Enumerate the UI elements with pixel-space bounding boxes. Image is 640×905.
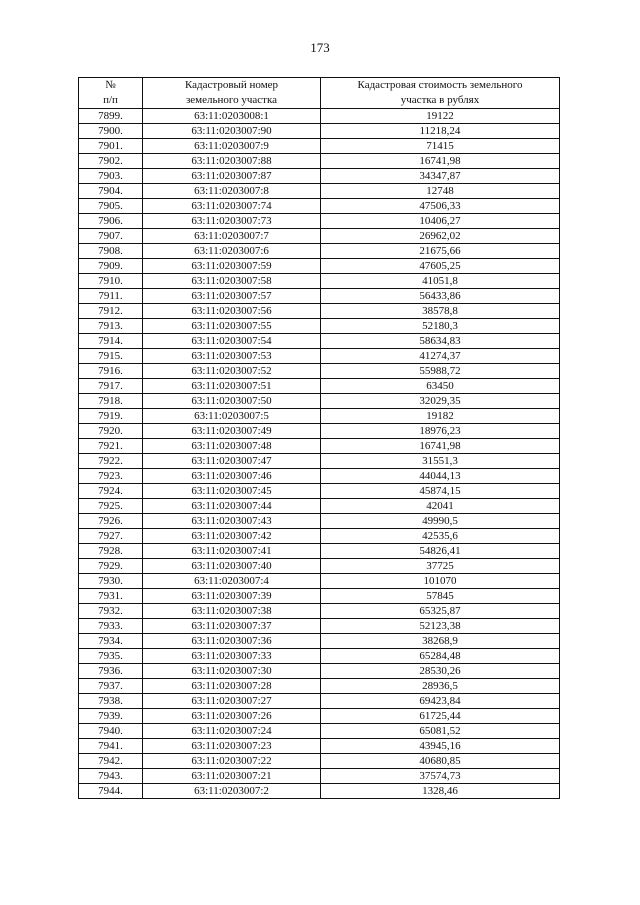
cell-cadastral-number: 63:11:0203007:30 (143, 664, 321, 679)
table-row (79, 754, 560, 769)
cell-cadastral-value: 16741,98 (321, 154, 560, 169)
cell-cadastral-number: 63:11:0203007:45 (143, 484, 321, 499)
cell-index: 7930. (79, 574, 143, 589)
cell-index: 7924. (79, 484, 143, 499)
table-row (79, 394, 560, 409)
cell-cadastral-number: 63:11:0203007:42 (143, 529, 321, 544)
cell-cadastral-value: 65325,87 (321, 604, 560, 619)
cell-cadastral-number: 63:11:0203007:22 (143, 754, 321, 769)
table-row (79, 574, 560, 589)
cell-cadastral-value: 28530,26 (321, 664, 560, 679)
cell-cadastral-value: 71415 (321, 139, 560, 154)
table-row (79, 589, 560, 604)
table-row (79, 784, 560, 799)
cell-cadastral-value: 57845 (321, 589, 560, 604)
cell-cadastral-value: 28936,5 (321, 679, 560, 694)
cell-cadastral-number: 63:11:0203007:56 (143, 304, 321, 319)
cell-index: 7917. (79, 379, 143, 394)
cell-cadastral-value: 34347,87 (321, 169, 560, 184)
cell-cadastral-number: 63:11:0203007:40 (143, 559, 321, 574)
cell-cadastral-value: 18976,23 (321, 424, 560, 439)
cell-index: 7931. (79, 589, 143, 604)
table-body (79, 109, 560, 799)
cell-cadastral-number: 63:11:0203007:37 (143, 619, 321, 634)
cell-cadastral-number: 63:11:0203007:9 (143, 139, 321, 154)
table-row (79, 664, 560, 679)
cell-index: 7908. (79, 244, 143, 259)
header-index (79, 78, 143, 109)
cell-cadastral-value: 31551,3 (321, 454, 560, 469)
cell-cadastral-value: 41274,37 (321, 349, 560, 364)
cell-cadastral-value: 41051,8 (321, 274, 560, 289)
table-row (79, 679, 560, 694)
table-row (79, 349, 560, 364)
table-row (79, 439, 560, 454)
cell-cadastral-number: 63:11:0203007:55 (143, 319, 321, 334)
cell-index: 7936. (79, 664, 143, 679)
table-row (79, 124, 560, 139)
cell-index: 7907. (79, 229, 143, 244)
cell-cadastral-number: 63:11:0203007:88 (143, 154, 321, 169)
cell-index: 7941. (79, 739, 143, 754)
cell-index: 7912. (79, 304, 143, 319)
cell-index: 7903. (79, 169, 143, 184)
cell-index: 7942. (79, 754, 143, 769)
table-row (79, 334, 560, 349)
cell-index: 7913. (79, 319, 143, 334)
table-row (79, 139, 560, 154)
table-row (79, 424, 560, 439)
cell-cadastral-number: 63:11:0203007:39 (143, 589, 321, 604)
table-row (79, 649, 560, 664)
table-row (79, 514, 560, 529)
cell-cadastral-value: 54826,41 (321, 544, 560, 559)
cell-cadastral-number: 63:11:0203007:43 (143, 514, 321, 529)
cell-cadastral-number: 63:11:0203007:59 (143, 259, 321, 274)
cell-cadastral-value: 11218,24 (321, 124, 560, 139)
cell-cadastral-value: 65284,48 (321, 649, 560, 664)
cell-cadastral-number: 63:11:0203007:26 (143, 709, 321, 724)
cell-cadastral-value: 44044,13 (321, 469, 560, 484)
cell-cadastral-value: 38268,9 (321, 634, 560, 649)
header-cadastral-value-line-2: участка в рублях (400, 94, 480, 106)
cell-index: 7920. (79, 424, 143, 439)
cell-index: 7918. (79, 394, 143, 409)
cell-index: 7916. (79, 364, 143, 379)
cell-cadastral-value: 49990,5 (321, 514, 560, 529)
cell-cadastral-value: 21675,66 (321, 244, 560, 259)
cell-cadastral-value: 16741,98 (321, 439, 560, 454)
cell-index: 7914. (79, 334, 143, 349)
cell-index: 7919. (79, 409, 143, 424)
cell-cadastral-value: 65081,52 (321, 724, 560, 739)
cell-cadastral-number: 63:11:0203007:57 (143, 289, 321, 304)
table-row (79, 769, 560, 784)
cell-cadastral-value: 47506,33 (321, 199, 560, 214)
table-row (79, 559, 560, 574)
cell-index: 7928. (79, 544, 143, 559)
table-row (79, 229, 560, 244)
cell-cadastral-number: 63:11:0203007:4 (143, 574, 321, 589)
table-row (79, 184, 560, 199)
cell-index: 7910. (79, 274, 143, 289)
cell-index: 7934. (79, 634, 143, 649)
table-row (79, 364, 560, 379)
table-row (79, 499, 560, 514)
cell-index: 7933. (79, 619, 143, 634)
cell-cadastral-value: 52123,38 (321, 619, 560, 634)
cell-cadastral-value: 52180,3 (321, 319, 560, 334)
cell-cadastral-value: 58634,83 (321, 334, 560, 349)
cell-cadastral-value: 37574,73 (321, 769, 560, 784)
header-cadastral-number-line-2: земельного участка (185, 94, 278, 106)
cell-cadastral-value: 26962,02 (321, 229, 560, 244)
cell-cadastral-number: 63:11:0203007:52 (143, 364, 321, 379)
cell-cadastral-value: 47605,25 (321, 259, 560, 274)
table-row (79, 379, 560, 394)
cell-cadastral-number: 63:11:0203007:49 (143, 424, 321, 439)
table-row (79, 244, 560, 259)
cell-cadastral-number: 63:11:0203007:50 (143, 394, 321, 409)
cell-cadastral-number: 63:11:0203007:48 (143, 439, 321, 454)
cell-cadastral-number: 63:11:0203007:90 (143, 124, 321, 139)
cell-cadastral-number: 63:11:0203007:2 (143, 784, 321, 799)
cell-cadastral-number: 63:11:0203007:87 (143, 169, 321, 184)
cell-cadastral-value: 38578,8 (321, 304, 560, 319)
cell-cadastral-value: 63450 (321, 379, 560, 394)
header-cadastral-number (143, 78, 321, 109)
page-number: 173 (310, 40, 330, 55)
cell-cadastral-number: 63:11:0203007:36 (143, 634, 321, 649)
cell-cadastral-value: 19182 (321, 409, 560, 424)
header-cadastral-value (321, 78, 560, 109)
cell-index: 7909. (79, 259, 143, 274)
header-index-line-2: п/п (103, 94, 118, 106)
header-cadastral-value-line-1: Кадастровая стоимость земельного (357, 79, 523, 91)
cadastral-value-table (78, 77, 560, 799)
table-row (79, 319, 560, 334)
table-row (79, 619, 560, 634)
table-row (79, 214, 560, 229)
cell-cadastral-number: 63:11:0203007:44 (143, 499, 321, 514)
cell-cadastral-value: 43945,16 (321, 739, 560, 754)
table-row (79, 724, 560, 739)
cell-cadastral-number: 63:11:0203008:1 (143, 109, 321, 124)
cell-index: 7899. (79, 109, 143, 124)
cell-cadastral-value: 56433,86 (321, 289, 560, 304)
cell-index: 7938. (79, 694, 143, 709)
cell-index: 7902. (79, 154, 143, 169)
cell-cadastral-number: 63:11:0203007:5 (143, 409, 321, 424)
cell-cadastral-value: 55988,72 (321, 364, 560, 379)
cell-index: 7932. (79, 604, 143, 619)
cell-index: 7937. (79, 679, 143, 694)
table-row (79, 409, 560, 424)
table-row (79, 739, 560, 754)
table-row (79, 469, 560, 484)
cell-cadastral-number: 63:11:0203007:23 (143, 739, 321, 754)
cell-cadastral-value: 42041 (321, 499, 560, 514)
table-row (79, 154, 560, 169)
cell-index: 7943. (79, 769, 143, 784)
cell-cadastral-value: 101070 (321, 574, 560, 589)
table-row (79, 274, 560, 289)
cell-cadastral-number: 63:11:0203007:6 (143, 244, 321, 259)
table-row (79, 634, 560, 649)
table-row (79, 304, 560, 319)
table-row (79, 709, 560, 724)
cell-cadastral-number: 63:11:0203007:28 (143, 679, 321, 694)
cell-cadastral-value: 61725,44 (321, 709, 560, 724)
cell-cadastral-value: 40680,85 (321, 754, 560, 769)
table-row (79, 109, 560, 124)
cell-cadastral-number: 63:11:0203007:58 (143, 274, 321, 289)
table-row (79, 544, 560, 559)
cell-cadastral-number: 63:11:0203007:41 (143, 544, 321, 559)
header-index-line-1: № (105, 79, 116, 91)
cell-index: 7904. (79, 184, 143, 199)
cell-index: 7940. (79, 724, 143, 739)
cell-cadastral-number: 63:11:0203007:73 (143, 214, 321, 229)
cell-cadastral-number: 63:11:0203007:24 (143, 724, 321, 739)
cell-cadastral-value: 10406,27 (321, 214, 560, 229)
cell-cadastral-number: 63:11:0203007:33 (143, 649, 321, 664)
cell-cadastral-value: 32029,35 (321, 394, 560, 409)
cell-index: 7944. (79, 784, 143, 799)
table-row (79, 604, 560, 619)
cell-cadastral-number: 63:11:0203007:38 (143, 604, 321, 619)
cell-index: 7939. (79, 709, 143, 724)
cell-cadastral-number: 63:11:0203007:54 (143, 334, 321, 349)
cell-cadastral-value: 37725 (321, 559, 560, 574)
cell-index: 7927. (79, 529, 143, 544)
table-row (79, 454, 560, 469)
cell-cadastral-number: 63:11:0203007:47 (143, 454, 321, 469)
table-header (79, 78, 560, 109)
header-row (79, 78, 560, 109)
cell-cadastral-value: 69423,84 (321, 694, 560, 709)
cell-cadastral-number: 63:11:0203007:7 (143, 229, 321, 244)
table-row (79, 169, 560, 184)
cell-index: 7922. (79, 454, 143, 469)
cell-cadastral-number: 63:11:0203007:8 (143, 184, 321, 199)
cell-cadastral-number: 63:11:0203007:51 (143, 379, 321, 394)
cell-index: 7935. (79, 649, 143, 664)
cell-index: 7901. (79, 139, 143, 154)
cell-cadastral-value: 42535,6 (321, 529, 560, 544)
cell-cadastral-number: 63:11:0203007:53 (143, 349, 321, 364)
cell-cadastral-value: 45874,15 (321, 484, 560, 499)
cell-cadastral-number: 63:11:0203007:46 (143, 469, 321, 484)
table-row (79, 529, 560, 544)
cell-cadastral-number: 63:11:0203007:21 (143, 769, 321, 784)
table-row (79, 199, 560, 214)
table-row (79, 484, 560, 499)
cell-index: 7911. (79, 289, 143, 304)
table-row (79, 289, 560, 304)
cell-index: 7926. (79, 514, 143, 529)
cell-cadastral-value: 19122 (321, 109, 560, 124)
cell-index: 7905. (79, 199, 143, 214)
table-row (79, 259, 560, 274)
cell-index: 7925. (79, 499, 143, 514)
table-row (79, 694, 560, 709)
cell-index: 7921. (79, 439, 143, 454)
cell-index: 7900. (79, 124, 143, 139)
cell-index: 7923. (79, 469, 143, 484)
header-cadastral-number-line-1: Кадастровый номер (184, 79, 279, 91)
cell-cadastral-number: 63:11:0203007:74 (143, 199, 321, 214)
cell-cadastral-value: 1328,46 (321, 784, 560, 799)
cell-cadastral-number: 63:11:0203007:27 (143, 694, 321, 709)
cell-cadastral-value: 12748 (321, 184, 560, 199)
cell-index: 7929. (79, 559, 143, 574)
cell-index: 7915. (79, 349, 143, 364)
cell-index: 7906. (79, 214, 143, 229)
